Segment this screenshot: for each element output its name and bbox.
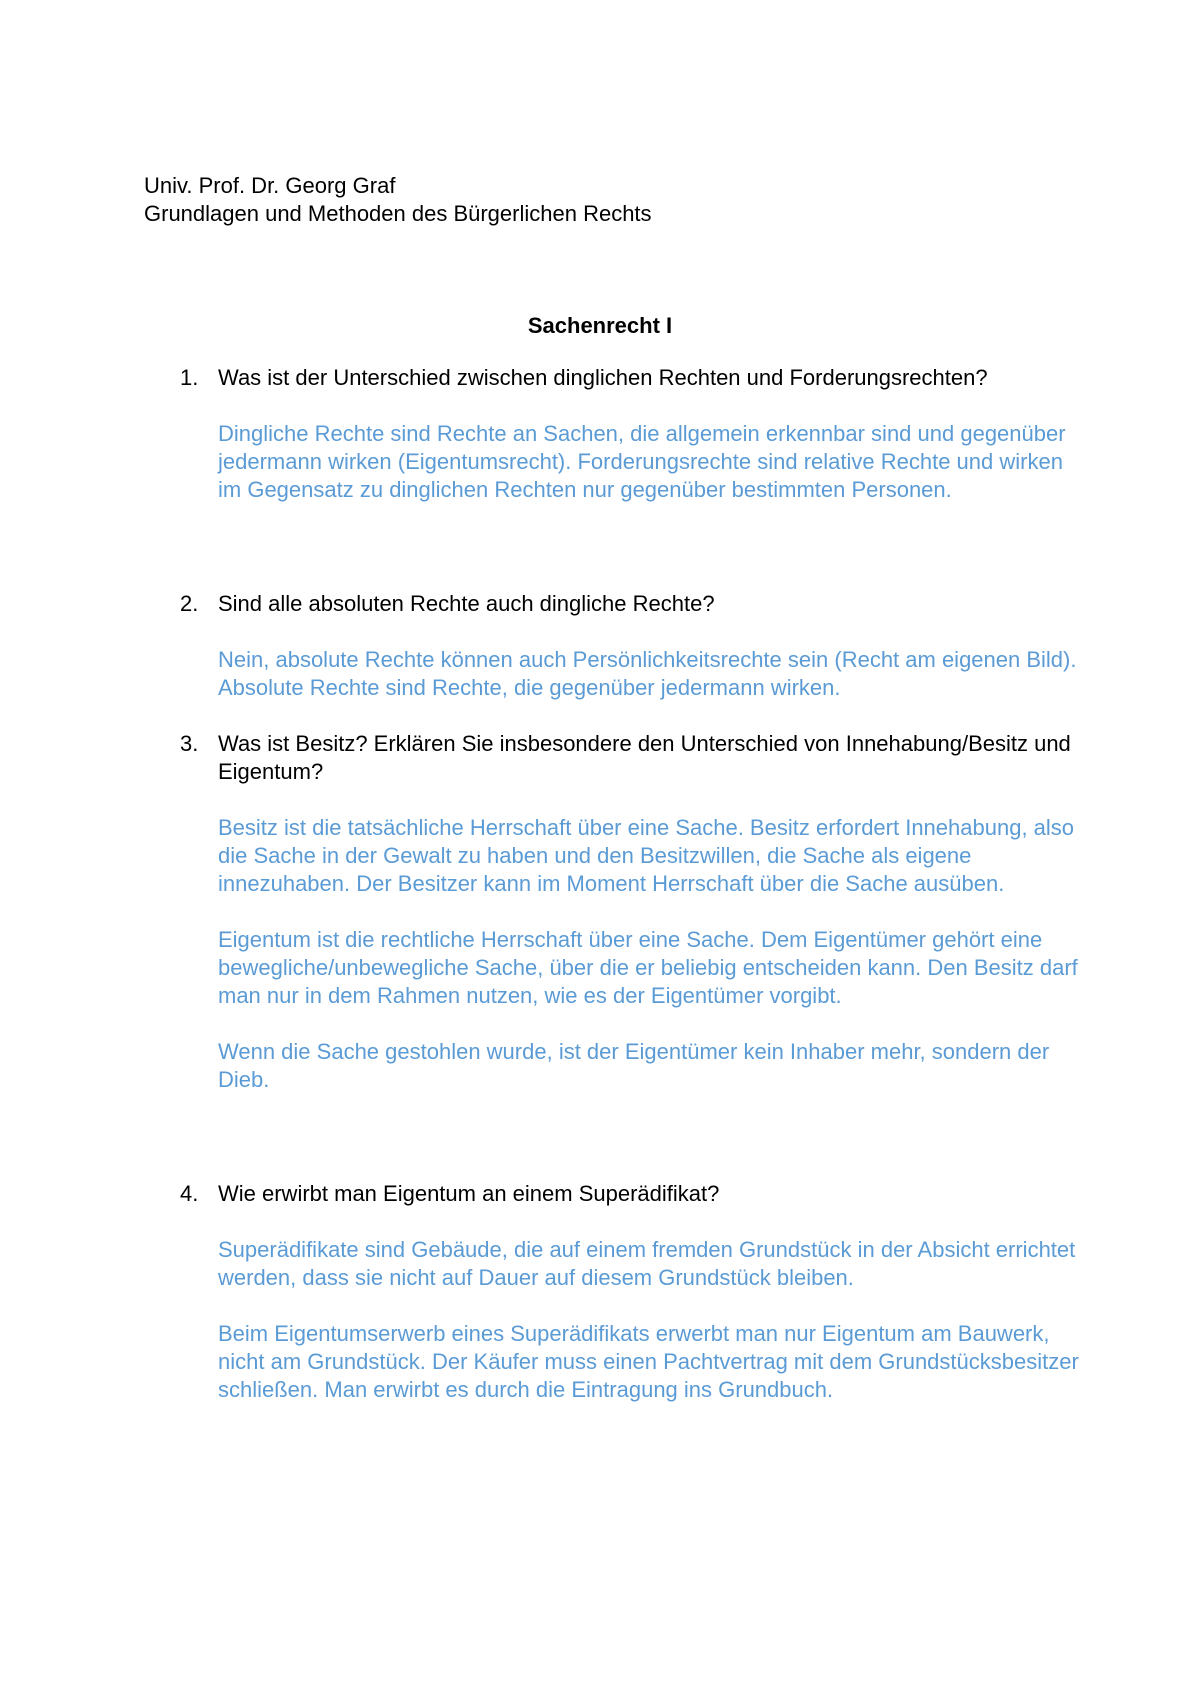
qa-block-3 bbox=[180, 730, 1080, 1094]
qa-block-4 bbox=[180, 1180, 1080, 1404]
question-2 bbox=[180, 590, 1080, 618]
question-number: 4. bbox=[180, 1181, 199, 1206]
answer-3-2: Eigentum ist die rechtliche Herrschaft über eine Sache. Dem Eigentümer gehört eine bewegliche/unbewegliche Sache, über die er beliebig entscheiden kann. Den Besitz darf man nur in dem Rahmen nutzen, wie es der Eigentümer vorgibt. bbox=[218, 927, 1078, 1008]
course-line: Grundlagen und Methoden des Bürgerlichen Rechts bbox=[144, 201, 652, 226]
question-3 bbox=[180, 730, 1080, 786]
question-number: 3. bbox=[180, 731, 199, 756]
question-text: Sind alle absoluten Rechte auch dingliche Rechte? bbox=[218, 591, 715, 616]
author-line: Univ. Prof. Dr. Georg Graf bbox=[144, 173, 396, 198]
answer-3-1: Besitz ist die tatsächliche Herrschaft über eine Sache. Besitz erfordert Innehabung, also die Sache in der Gewalt zu haben und den Besitzwillen, die Sache als eigene innezuhaben. Der Besitzer kann im Moment Herrschaft über die Sache ausüben. bbox=[218, 815, 1075, 896]
question-4 bbox=[180, 1180, 1080, 1208]
qa-block-2 bbox=[180, 590, 1080, 702]
answer-1-1: Dingliche Rechte sind Rechte an Sachen, die allgemein erkennbar sind und gegenüber jedermann wirken (Eigentumsrecht). Forderungsrechte sind relative Rechte und wirken im Gegensatz zu dinglichen Rechten nur gegenüber bestimmten Personen. bbox=[218, 421, 1066, 502]
question-text: Wie erwirbt man Eigentum an einem Superädifikat? bbox=[218, 1181, 720, 1206]
question-number: 1. bbox=[180, 365, 199, 390]
answer-2-1: Nein, absolute Rechte können auch Persönlichkeitsrechte sein (Recht am eigenen Bild). Absolute Rechte sind Rechte, die gegenüber jedermann wirken. bbox=[218, 647, 1077, 700]
question-number: 2. bbox=[180, 591, 199, 616]
answer-4-1: Superädifikate sind Gebäude, die auf einem fremden Grundstück in der Absicht errichtet werden, dass sie nicht auf Dauer auf diesem Grundstück bleiben. bbox=[218, 1237, 1076, 1290]
answer-3-3: Wenn die Sache gestohlen wurde, ist der Eigentümer kein Inhaber mehr, sondern der Dieb. bbox=[218, 1039, 1050, 1092]
page-title: Sachenrecht I bbox=[527, 313, 673, 338]
question-text: Was ist der Unterschied zwischen dinglichen Rechten und Forderungsrechten? bbox=[218, 365, 988, 390]
answer-4-2: Beim Eigentumserwerb eines Superädifikats erwerbt man nur Eigentum am Bauwerk, nicht am Grundstück. Der Käufer muss einen Pachtvertrag mit dem Grundstücksbesitzer schließen. Man erwirbt es durch die Eintragung ins Grundbuch. bbox=[218, 1321, 1079, 1402]
document-header bbox=[144, 172, 652, 228]
question-1 bbox=[180, 364, 1080, 392]
qa-block-1 bbox=[180, 364, 1080, 504]
question-text: Was ist Besitz? Erklären Sie insbesondere den Unterschied von Innehabung/Besitz und Eigentum? bbox=[218, 731, 1071, 784]
